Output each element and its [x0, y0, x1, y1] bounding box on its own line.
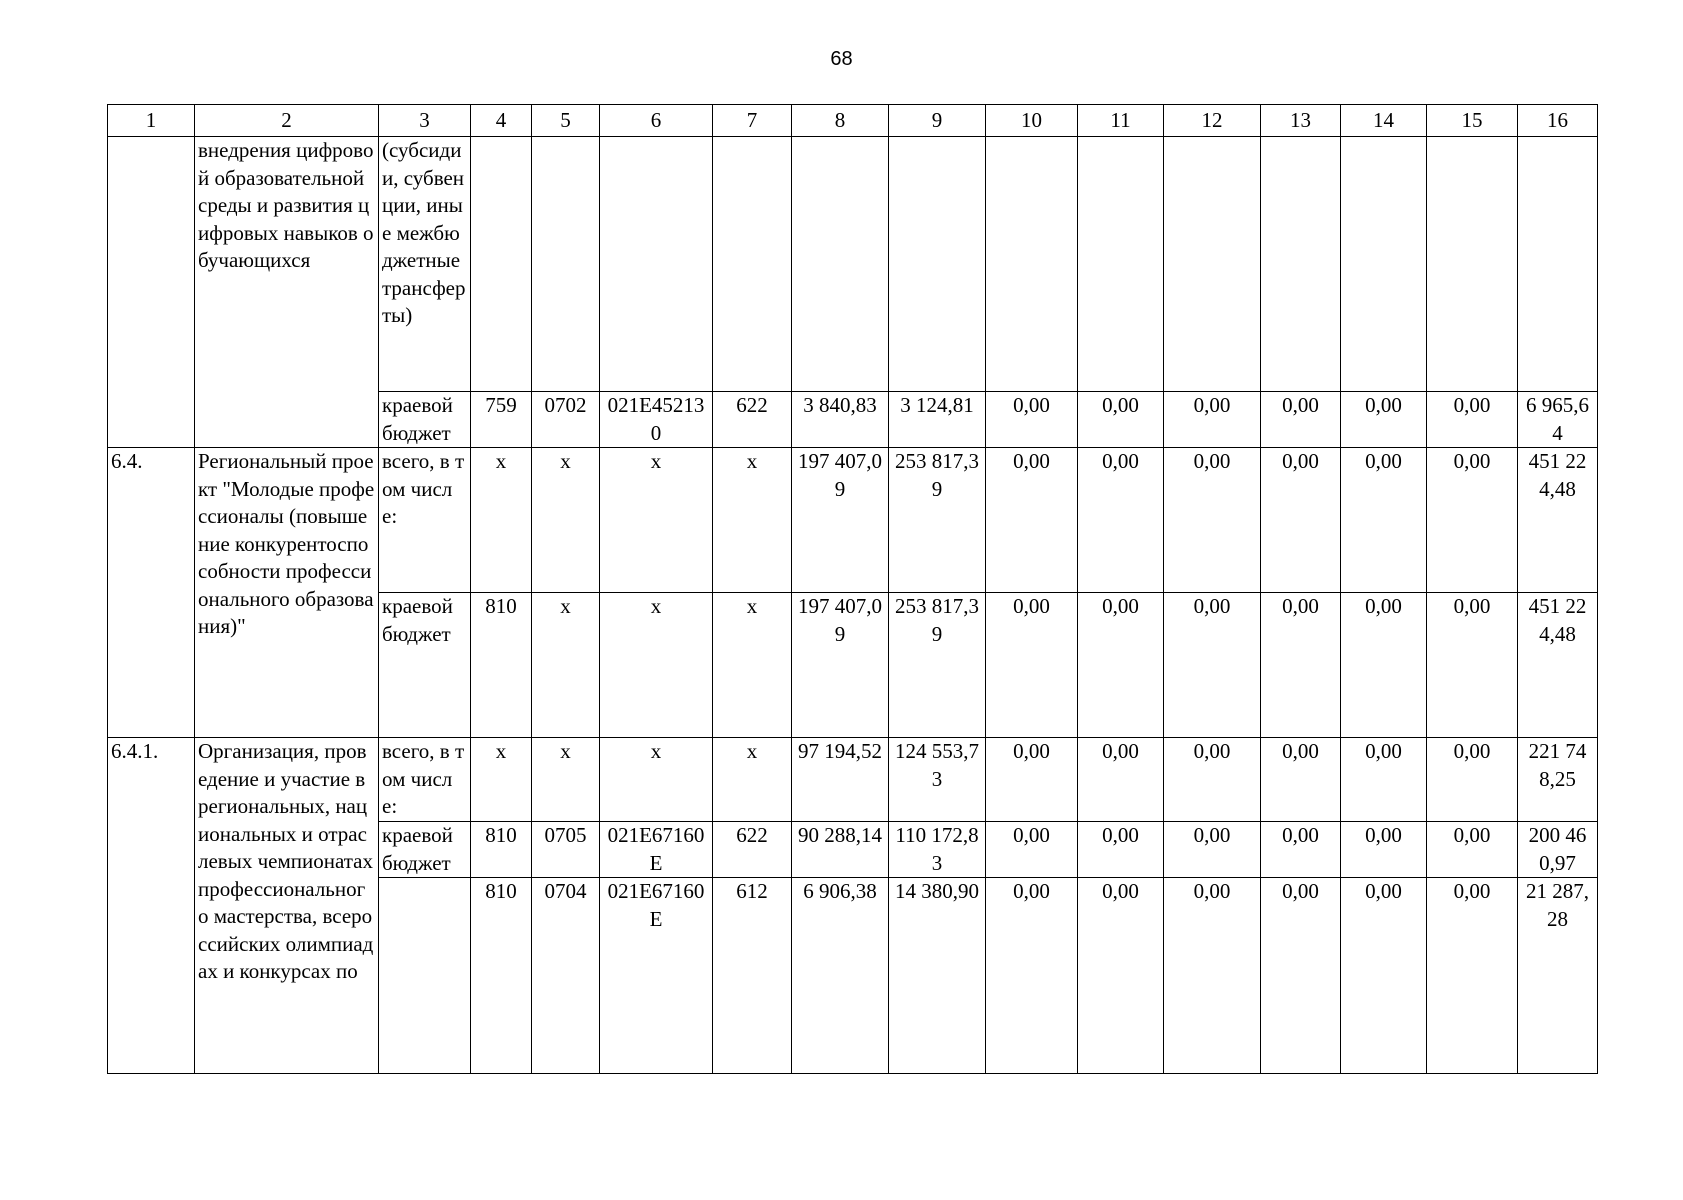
table-cell: 0,00 [1261, 392, 1341, 448]
table-cell: 0,00 [986, 593, 1078, 738]
table-cell: 0,00 [1261, 822, 1341, 878]
table-cell: 622 [713, 392, 792, 448]
table-cell: 0,00 [1427, 738, 1518, 822]
table-cell: 3 124,81 [889, 392, 986, 448]
row-number-cell: 6.4. [108, 448, 195, 738]
table-cell: 0,00 [1164, 392, 1261, 448]
row-number-cell: 6.4.1. [108, 738, 195, 1074]
table-cell: 197 407,09 [792, 448, 889, 593]
table-cell: 200 460,97 [1518, 822, 1598, 878]
column-header: 2 [195, 105, 379, 137]
table-cell: 0,00 [1341, 593, 1427, 738]
table-cell: 0,00 [1078, 392, 1164, 448]
funding-source-cell: (субсидии, субвенции, иные межбюджетные трансферты) [379, 137, 471, 392]
table-cell: 0,00 [1078, 822, 1164, 878]
table-cell: 0,00 [1341, 738, 1427, 822]
table-cell: 612 [713, 878, 792, 1074]
table-cell: 0,00 [1341, 878, 1427, 1074]
table-cell: x [471, 448, 532, 593]
table-cell: x [600, 448, 713, 593]
table-cell: 451 224,48 [1518, 593, 1598, 738]
column-header: 10 [986, 105, 1078, 137]
column-header: 14 [1341, 105, 1427, 137]
table-cell: 0,00 [1427, 392, 1518, 448]
table-cell: 14 380,90 [889, 878, 986, 1074]
column-header: 7 [713, 105, 792, 137]
table-row [108, 738, 1598, 822]
table-cell: 0,00 [986, 738, 1078, 822]
table-cell: 021E67160E [600, 878, 713, 1074]
table-cell: 0,00 [1261, 593, 1341, 738]
table-cell: 197 407,09 [792, 593, 889, 738]
table-cell: 451 224,48 [1518, 448, 1598, 593]
table-cell: 221 748,25 [1518, 738, 1598, 822]
row-name-cell: Организация, проведение и участие в региональных, национальных и отраслевых чемпионатах профессионального мастерства, всероссийских олимпиадах и конкурсах по [195, 738, 379, 1074]
table-cell: 021E452130 [600, 392, 713, 448]
column-header: 3 [379, 105, 471, 137]
column-header: 12 [1164, 105, 1261, 137]
table-cell: 0,00 [986, 392, 1078, 448]
row-number-cell [108, 137, 195, 448]
row-name-cell: внедрения цифровой образовательной среды и развития цифровых навыков обучающихся [195, 137, 379, 448]
column-header: 6 [600, 105, 713, 137]
table-cell: 0,00 [1427, 878, 1518, 1074]
table-cell: 6 906,38 [792, 878, 889, 1074]
column-header: 4 [471, 105, 532, 137]
funding-source-cell: краевой бюджет [379, 593, 471, 738]
table-cell: x [600, 738, 713, 822]
table-cell: 0,00 [1164, 878, 1261, 1074]
table-cell: 0,00 [1078, 448, 1164, 593]
funding-source-cell: всего, в том числе: [379, 448, 471, 593]
table-cell: x [532, 593, 600, 738]
table-cell: 0,00 [1427, 593, 1518, 738]
funding-source-cell: всего, в том числе: [379, 738, 471, 822]
table-cell: 0,00 [1164, 448, 1261, 593]
table-cell: 0,00 [1261, 878, 1341, 1074]
table-cell: 3 840,83 [792, 392, 889, 448]
column-header: 11 [1078, 105, 1164, 137]
table-cell: 0,00 [1341, 822, 1427, 878]
table-cell: 0704 [532, 878, 600, 1074]
table-cell: x [713, 738, 792, 822]
table-cell: 0,00 [1164, 822, 1261, 878]
table-cell: 810 [471, 878, 532, 1074]
table-cell: 0,00 [1261, 738, 1341, 822]
column-header: 16 [1518, 105, 1598, 137]
table-cell: 6 965,64 [1518, 392, 1598, 448]
funding-source-cell: краевой бюджет [379, 822, 471, 878]
table-cell: 124 553,73 [889, 738, 986, 822]
table-cell: x [713, 448, 792, 593]
table-cell: 0,00 [1261, 448, 1341, 593]
table-cell: 0,00 [1164, 593, 1261, 738]
table-cell: 0,00 [1427, 448, 1518, 593]
table-cell: 0,00 [986, 878, 1078, 1074]
budget-table [107, 104, 1598, 1074]
table-cell: 97 194,52 [792, 738, 889, 822]
table-cell: 622 [713, 822, 792, 878]
table-cell: x [471, 738, 532, 822]
table-cell: 90 288,14 [792, 822, 889, 878]
table-cell: 021E67160E [600, 822, 713, 878]
table-row [108, 448, 1598, 593]
table-cell: 810 [471, 822, 532, 878]
table-cell: 810 [471, 593, 532, 738]
column-header: 8 [792, 105, 889, 137]
table-cell: 0702 [532, 392, 600, 448]
column-header: 9 [889, 105, 986, 137]
column-header: 13 [1261, 105, 1341, 137]
table-cell: 0705 [532, 822, 600, 878]
table-cell: 0,00 [1078, 878, 1164, 1074]
table-cell: 0,00 [986, 448, 1078, 593]
table-cell: x [532, 738, 600, 822]
table-cell: 0,00 [1164, 738, 1261, 822]
funding-source-cell: краевой бюджет [379, 392, 471, 448]
table-row [108, 137, 1598, 392]
table-cell: 110 172,83 [889, 822, 986, 878]
table-cell: x [713, 593, 792, 738]
page-number: 68 [830, 48, 853, 70]
table-cell: 0,00 [1078, 593, 1164, 738]
column-header: 15 [1427, 105, 1518, 137]
header-row [108, 105, 1598, 137]
table-cell: 253 817,39 [889, 448, 986, 593]
table-cell: 253 817,39 [889, 593, 986, 738]
column-header: 5 [532, 105, 600, 137]
row-name-cell: Региональный проект "Молодые профессионалы (повышение конкурентоспособности профессионального образования)" [195, 448, 379, 738]
table-cell: x [600, 593, 713, 738]
table-cell: 759 [471, 392, 532, 448]
column-header: 1 [108, 105, 195, 137]
table-cell: 0,00 [986, 822, 1078, 878]
table-cell: 0,00 [1341, 392, 1427, 448]
table-cell: 0,00 [1427, 822, 1518, 878]
table-cell: x [532, 448, 600, 593]
funding-source-cell [379, 878, 471, 1074]
table-cell: 0,00 [1341, 448, 1427, 593]
table-cell: 0,00 [1078, 738, 1164, 822]
table-cell: 21 287,28 [1518, 878, 1598, 1074]
